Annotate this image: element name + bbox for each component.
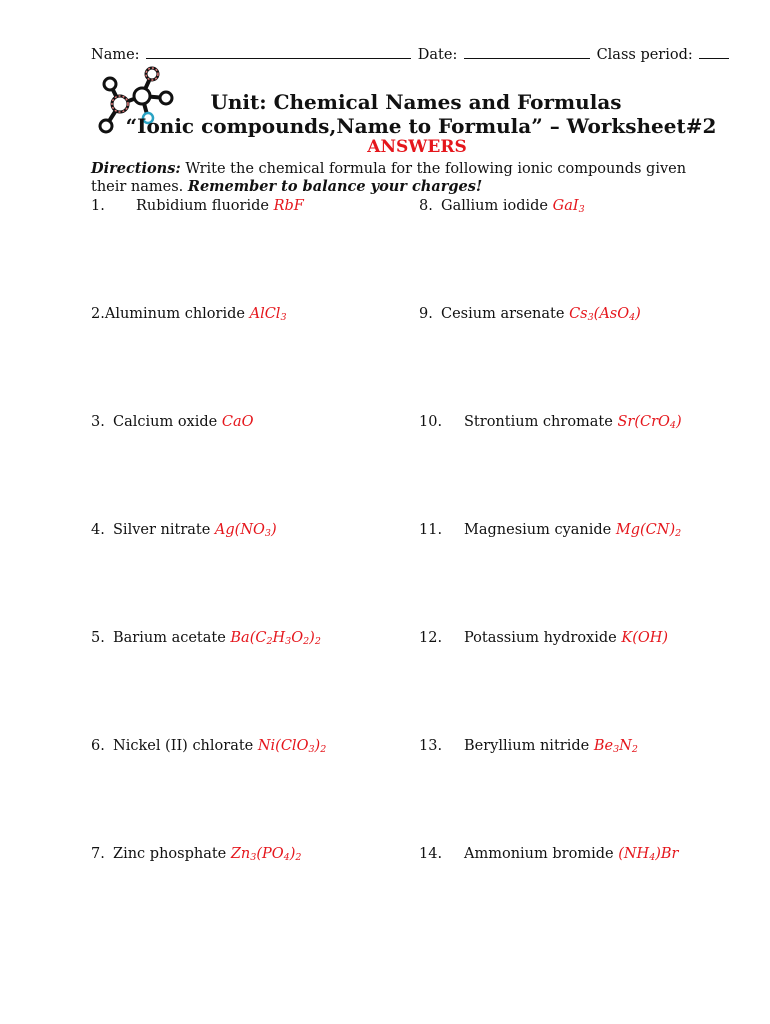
question-number: 11.: [419, 522, 443, 538]
date-field[interactable]: [464, 46, 590, 59]
answer-formula: RbF: [273, 198, 304, 214]
header-line: [91, 46, 731, 63]
question-item: [91, 522, 277, 539]
answer-formula: $(NH_4)Br$: [618, 846, 679, 863]
question-item: [91, 414, 254, 430]
directions: [91, 160, 721, 196]
question-number: 4.: [91, 522, 105, 538]
question-number: 2.: [91, 306, 105, 322]
question-item: [419, 306, 641, 323]
question-item: [91, 198, 304, 214]
question-number: 6.: [91, 738, 105, 754]
compound-name: Zinc phosphate: [113, 846, 227, 862]
question-item: [91, 306, 286, 323]
compound-name: Beryllium nitride: [464, 738, 590, 754]
compound-name: Nickel (II) chlorate: [113, 738, 254, 754]
question-item: [419, 198, 585, 215]
answers-heading: ANSWERS: [367, 137, 467, 157]
compound-name: Potassium hydroxide: [464, 630, 617, 646]
unit-title: Unit: Chemical Names and Formulas: [210, 90, 622, 114]
answer-formula: $Ni(ClO_3)_2$: [257, 738, 327, 755]
question-item: [91, 846, 301, 863]
answer-formula: CaO: [221, 414, 254, 430]
question-number: 1.: [91, 198, 105, 214]
question-number: 12.: [419, 630, 443, 646]
question-item: [419, 414, 682, 431]
question-item: [419, 630, 668, 646]
question-number: 5.: [91, 630, 105, 646]
name-label: Name:: [91, 47, 140, 63]
answer-formula: $Zn_3(PO_4)_2$: [230, 846, 302, 863]
directions-lead: Directions:: [91, 160, 181, 177]
compound-name: Silver nitrate: [113, 522, 211, 538]
answer-formula: $Mg(CN)_2$: [615, 522, 682, 539]
question-item: [419, 522, 681, 539]
compound-name: Cesium arsenate: [441, 306, 565, 322]
directions-emphasis: Remember to balance your charges!: [187, 178, 483, 195]
question-item: [419, 738, 638, 755]
date-label: Date:: [417, 47, 458, 63]
question-number: 13.: [419, 738, 443, 754]
answer-formula: $Ag(NO_3)$: [214, 522, 277, 539]
question-item: [419, 846, 678, 863]
compound-name: Rubidium fluoride: [136, 198, 269, 214]
question-item: [91, 630, 321, 647]
compound-name: Barium acetate: [113, 630, 226, 646]
answer-formula: AlCl$_3$: [249, 306, 287, 323]
compound-name: Ammonium bromide: [464, 846, 614, 862]
answer-formula: K(OH): [621, 630, 669, 646]
compound-name: Aluminum chloride: [104, 306, 245, 322]
class-period-field[interactable]: [699, 46, 729, 59]
directions-text: Write the chemical formula for the following ionic compounds given their names.: [91, 161, 687, 195]
answer-formula: $Cs_3(AsO_4)$: [569, 306, 641, 323]
worksheet-title: “Ionic compounds,Name to Formula” – Worksheet#2: [125, 114, 717, 138]
compound-name: Gallium iodide: [441, 198, 548, 214]
compound-name: Strontium chromate: [464, 414, 613, 430]
compound-name: Calcium oxide: [113, 414, 218, 430]
answer-formula: GaI$_3$: [552, 198, 585, 215]
question-number: 9.: [419, 306, 433, 322]
question-number: 3.: [91, 414, 105, 430]
question-number: 14.: [419, 846, 443, 862]
answer-formula: Sr(CrO$_4$): [617, 414, 682, 431]
question-number: 8.: [419, 198, 433, 214]
answer-formula: $Be_3N_2$: [593, 738, 638, 755]
class-period-label: Class period:: [596, 47, 693, 63]
question-number: 7.: [91, 846, 105, 862]
compound-name: Magnesium cyanide: [464, 522, 612, 538]
answer-formula: $Ba(C_2H_3O_2)_2$: [230, 630, 321, 647]
question-number: 10.: [419, 414, 443, 430]
question-item: [91, 738, 326, 755]
name-field[interactable]: [146, 46, 411, 59]
